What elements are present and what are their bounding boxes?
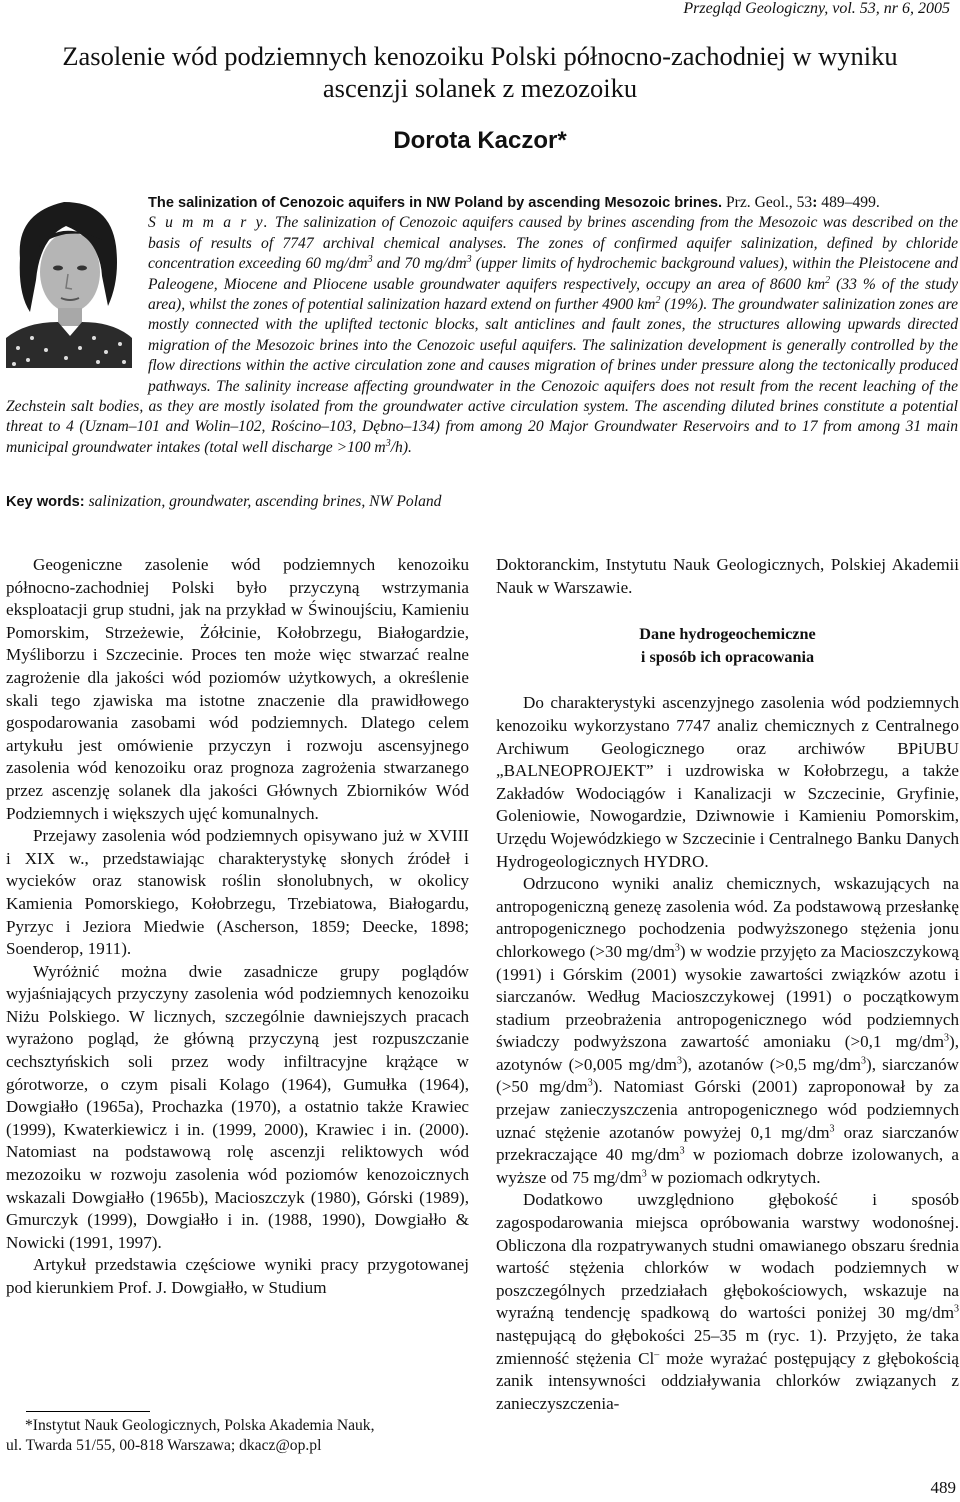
body-paragraph: Artykuł przedstawia częściowe wyniki pracy przygotowanej pod kierunkiem Prof. J. Dowgiałło, w Studium xyxy=(6,1255,469,1297)
footnote-rule xyxy=(26,1411,150,1412)
title-line-1: Zasolenie wód podziemnych kenozoiku Polski północno-zachodniej w wyniku xyxy=(62,41,898,71)
superscript: 3 xyxy=(367,254,373,266)
text-run: następującą do głębokości 25–35 m (ryc. 1). Przyjęto, że taka zmienność stężenia Cl xyxy=(496,1326,959,1368)
summary-paragraph xyxy=(6,213,958,458)
english-title: The salinization of Cenozoic aquifers in NW Poland by ascending Mesozoic brines. xyxy=(148,195,723,211)
page-number: 489 xyxy=(930,1478,956,1497)
superscript: 3 xyxy=(944,1032,950,1044)
superscript: 3 xyxy=(385,437,391,449)
ref-journal: Prz. Geol., 53 xyxy=(722,194,813,211)
journal-header: Przegląd Geologiczny, vol. 53, nr 6, 2005 xyxy=(683,0,950,17)
superscript: 3 xyxy=(676,1055,682,1067)
photo-wrap-space xyxy=(6,193,148,381)
text-run: ), siarczanów (>50 mg/dm xyxy=(496,1054,960,1097)
superscript: 3 xyxy=(641,1168,647,1180)
keywords-label: Key words: xyxy=(6,494,85,510)
text-run: Dodatkowo uwzględniono głębokość i sposób zagospodarowania miejsca opróbowania warstwy wodonośnej. Obliczona dla rozpatrywanych studni omawianego obszaru średnia wartość stężenia chlorków w wodach podziemnych w poszczególnych przedziałach głębokościowych, wskazuje na wyraźną tendencję spadkową do wartości poniżej 30 mg/dm xyxy=(496,1190,959,1323)
text-run: ), azotanów (>0,5 mg/dm xyxy=(681,1054,862,1074)
superscript: 3 xyxy=(861,1055,867,1067)
section-heading-line-1: Dane hydrogeochemiczne xyxy=(639,625,816,644)
superscript: 3 xyxy=(674,942,680,954)
summary-text: (19%). The groundwater salinization zones are mostly connected with the uplifted tectonic blocks, salt anticlines and fault zones, the structures allowing upwards directed migration of the Mesozoic brines into the Cenozoic useful aquifers. The salinization development is generally controlled by the flow directions within the active circulation zone and causes migration of brines under pressure along the tectonically produced pathways. The salinity increase affecting groundwater in the Cenozoic aquifers does not result from the recent leaching of the Zechstein salt bodies, as they are mostly isolated from the groundwater active circulation system. The ascending diluted brines constitute a potential threat to 4 (Uznam–101 and Wolin–102, Rościno–103, Dębno–134) from among 20 Major Groundwater Reservoirs and to 17 from among 31 main municipal groundwater intakes (total well discharge >100 m xyxy=(6,296,958,456)
body-paragraph: Wyróżnić można dwie zasadnicze grupy poglądów wyjaśniających przyczyny zasolenia wód podziemnych kenozoiku Niżu Polskiego. W licznych, szczególnie dawniejszych pracach wyrażono pogląd, że główną przyczyną jest rozpuszczanie cechsztyńskich soli przez wody infiltracyjne krążące w górotworze, o czym pisali Kolago (1964), Gumułka (1964), Dowgiałło (1965a), Prochazka (1970), a ostatnio także Krawiec (1999), Kwaterkiewicz i in. (1999, 2000), Krawiec i in. (2000). Natomiast na podstawową rolę ascenzji reliktowych wód mezozoiku w rozwoju zasolenia wód poziomów kenozoicznych wskazali Dowgiałło (1965b), Macioszczyk (1980), Górski (1989), Gmurczyk (1999), Dowgiałło i in. (1988, 1990), Dowgiałło & Nowicki (1991, 1997). xyxy=(6,961,469,1252)
superscript: 3 xyxy=(954,1303,959,1315)
summary-text: (upper limits of hydrochemic background values), within the Pleistocene and Paleogene, Miocene and Pliocene usable groundwater aquifers respectively, occupy an area of 8600 km xyxy=(148,255,958,293)
footnote-line-1: *Instytut Nauk Geologicznych, Polska Akademia Nauk, xyxy=(25,1417,375,1434)
english-title-line xyxy=(6,193,958,213)
keywords-list: salinization, groundwater, ascending brines, NW Poland xyxy=(84,493,442,510)
keywords-line xyxy=(6,493,441,511)
summary-label: S u m m a r y. xyxy=(148,214,270,232)
superscript: 3 xyxy=(679,1145,685,1157)
text-run: w poziomach dobrze izolowanych, a wyższe od 75 mg/dm xyxy=(496,1145,959,1187)
text-run: w poziomach odkrytych. xyxy=(646,1167,821,1187)
right-column xyxy=(496,554,959,1415)
body-paragraph xyxy=(496,873,959,1189)
body-paragraph: Geogeniczne zasolenie wód podziemnych kenozoiku północno-zachodniej Polski było przyczyną wstrzymania eksploatacji grup studni, jak na przykład w Świnoujściu, Kamieniu Pomorskim, Strzeżewie, Żółcinie, Kołobrzegu, Białogardzie, Myśliborzu i Szczecinie. Proces ten może więc stwarzać realne zagrożenie dla jakości wód poziomów użytkowych, a określenie skali tego zjawiska ma istotne znaczenie dla prawidłowego gospodarowania zasobami wód podziemnych. Dlatego celem artykułu jest omówienie przyczyn i rozwoju ascensyjnego zasolenia wód kenozoiku oraz prognoza zagrożenia stwarzanego przez ascenzję solanek dla jakości Głównych Zbiorników Wód Podziemnych i większych ujęć komunalnych. xyxy=(6,555,469,823)
text-run: ) w wodzie przyjęto za Macioszczykową (1991) i Górskim (2001) wysokie zawartości związków azotu i siarczanów. Według Macioszczykowej (1991) o początkowym stadium przeobrażenia antropogenicznego wód podziemnych świadczy podwyższona zawartość amoniaku (>0,1 mg/dm xyxy=(496,941,959,1052)
footnote-line-2: ul. Twarda 51/55, 00-818 Warszawa; dkacz@op.pl xyxy=(6,1436,322,1454)
footnote xyxy=(6,1416,469,1456)
summary-text: /h). xyxy=(390,438,412,456)
body-paragraph: Przejawy zasolenia wód podziemnych opisywano już w XVIII i XIX w., przedstawiając charakterystykę słonych źródeł i wycieków oraz stanowisk roślin słonolubnych, w okolicy Kamienia Pomorskiego, Kołobrzegu, Trzebiatowa, Białogardu, Pyrzyc i Jeziora Miedwie (Ascherson, 1859; Deecke, 1898; Soenderop, 1911). xyxy=(6,826,469,959)
superscript: 2 xyxy=(655,294,661,306)
ref-pages: 489–499. xyxy=(817,194,880,211)
body-paragraph: Do charakterystyki ascenzyjnego zasolenia wód podziemnych kenozoiku wykorzystano 7747 analiz chemicznych z Centralnego Archiwum Geologicznego oraz archiwów BPiUBU „BALNEOPROJEKT” i uzdrowiska w Kołobrzegu, a także Zakładów Wodociągów i Kanalizacji w Szczecinie, Gryfinie, Goleniowie, Nowogardzie, Dziwnowie i Kamieniu Pomorskim, Urzędu Wojewódzkiego w Szczecinie i Centralnego Banku Danych Hydrogeologicznych HYDRO. xyxy=(496,693,959,871)
superscript: – xyxy=(654,1348,660,1360)
summary-text: The salinization of Cenozoic aquifers caused by brines ascending from the Mesozoic was described on the basis of results of 7747 archival chemical analyses. The zones of confirmed aquifer salinization, defined by chloride concentration exceeding 60 mg/dm xyxy=(148,214,958,273)
body-paragraph xyxy=(496,1189,959,1415)
title-line-2: ascenzji solanek z mezozoiku xyxy=(322,73,638,103)
author-name: Dorota Kaczor* xyxy=(393,127,567,154)
english-reference xyxy=(722,194,880,211)
summary-text: (33 % of the study area), whilst the zones of potential salinization hazard extend on further 4900 km xyxy=(148,275,958,314)
superscript: 3 xyxy=(829,1122,835,1134)
body-paragraph: Doktoranckim, Instytutu Nauk Geologicznych, Polskiej Akademii Nauk w Warszawie. xyxy=(496,555,959,597)
superscript: 3 xyxy=(466,254,472,266)
ref-colon: : xyxy=(812,194,818,211)
section-heading-line-2: i sposób ich opracowania xyxy=(640,647,815,666)
text-run: może wyrażać postępujący z głębokością zanik intensywności oddziaływania chlorków związanych z zanieczyszczenia- xyxy=(496,1348,959,1413)
text-run: ), azotynów (>0,005 mg/dm xyxy=(496,1032,959,1074)
superscript: 2 xyxy=(825,274,831,286)
section-heading xyxy=(496,623,959,668)
superscript: 3 xyxy=(587,1077,593,1089)
text-run: ). Natomiast Górski (2001) zaproponował by za przejaw zanieczyszczenia antropogenicznego wód podziemnych uznać stężenie azotanów powyżej 0,1 mg/dm xyxy=(496,1077,959,1142)
text-run: Odrzucono wyniki analiz chemicznych, wskazujących na antropogeniczną genezę zasolenia wód. Za podstawową przesłankę antropogenicznego pochodzenia podwyższonego stężenia jonu chlorkowego (>30 mg/dm xyxy=(496,874,959,961)
summary-text: and 70 mg/dm xyxy=(372,255,467,273)
left-column xyxy=(6,554,469,1300)
article-title xyxy=(0,40,960,104)
text-run: oraz siarczanów przekraczające 40 mg/dm xyxy=(496,1122,959,1165)
abstract xyxy=(6,193,958,458)
